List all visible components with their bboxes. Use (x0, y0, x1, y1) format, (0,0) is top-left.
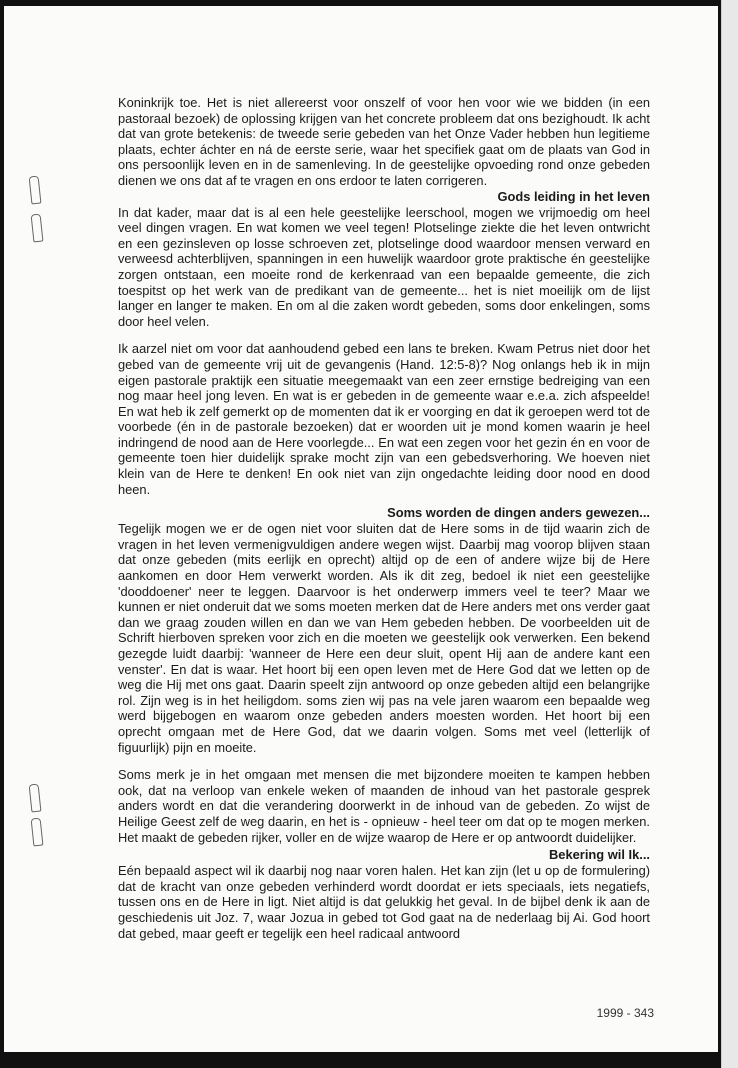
binder-clip-icon (29, 784, 42, 813)
binder-clip-icon (31, 214, 44, 243)
document-page (4, 6, 718, 1052)
paragraph: Ik aarzel niet om voor dat aanhoudend gebed een lans te breken. Kwam Petrus niet door het gebed van de gemeente vrij uit de gevangenis (Hand. 12:5-8)? Nog onlangs heb ik in mijn eigen pastorale praktijk een situatie meegemaakt van een zeer ernstige bedreiging van een nog maar heel jong leven. En wat is er gebeden in de gemeente waar e.e.a. zich afspeelde! En wat heb ik zelf gemerkt op de momenten dat ik er voorging en dat ik geroepen werd tot de voorbede (én in de pastorale bezoeken) dat er woorden uit je mond komen waarin je heel indringend de nood aan de Here voorlegde... En wat een zegen voor het gezin én en voor de gemeente toen hier duidelijk sprake mocht zijn van een gebedsverhoring. We hoeven niet klein van de Here te denken! En ook niet van zijn ongedachte leiding door nood en dood heen. (118, 341, 650, 497)
intro-paragraph: Koninkrijk toe. Het is niet allereerst voor onszelf of voor hen voor wie we bidden (in een pastoraal bezoek) de oplossing krijgen van het concrete probleem dat ons bezighoudt. Ik acht dat van grote betekenis: de tweede serie gebeden van het Onze Vader hebben hun legitieme plaats, echter áchter en ná de eerste serie, waar het specifiek gaat om de plaats van God in ons persoonlijk leven en in de samenleving. In de geestelijke opvoeding rond onze gebeden dienen we ons dat af te vragen en ons erdoor te laten corrigeren. (118, 95, 650, 188)
binder-clip-icon (31, 818, 44, 847)
page-edge (721, 0, 738, 1068)
section-heading-gods-leiding: Gods leiding in het leven (497, 188, 650, 204)
paragraph: In dat kader, maar dat is al een hele geestelijke leerschool, mogen we vrijmoedig om heel veel dingen vragen. En wat komen we veel tegen! Plotselinge ziekte die het leven ontwricht en een gezinsleven op losse schroeven zet, plotselinge dood waardoor mensen verward en verweesd achterblijven, spanningen in een huwelijk waardoor grote praktische én geestelijke zorgen ontstaan, een moeite rond de kerkenraad van een bepaalde gemeente, die zich toespitst op het werk van de predikant van de gemeente... het is niet moeilijk om de lijst langer en langer te maken. En om al die zaken wordt gebeden, soms door enkelingen, soms door heel velen. (118, 204, 650, 329)
page-number: 1999 - 343 (596, 1006, 654, 1020)
binder-clip-icon (29, 176, 42, 205)
paragraph: Soms merk je in het omgaan met mensen die met bijzondere moeiten te kampen hebben ook, dat na verloop van enkele weken of maanden de inhoud van het pastorale gesprek anders wordt en dat die verandering doorwerkt in de inhoud van de gebeden. Zo wijst de Heilige Geest zelf de weg daarin, en het is - opnieuw - heel teer om dat op te mogen merken. Het maakt de gebeden rijker, voller en de wijze waarop de Here er op antwoordt duidelijker. (118, 767, 650, 845)
section-heading-soms-worden: Soms worden de dingen anders gewezen... (387, 505, 650, 521)
article-body (118, 95, 650, 941)
section-heading-bekering: Bekering wil Ik... (548, 847, 650, 863)
paragraph: Tegelijk mogen we er de ogen niet voor sluiten dat de Here soms in de tijd waarin zich de vragen in het leven vermenigvuldigen andere wegen wijst. Daarbij mag voorop blijven staan dat onze gebeden (mits eerlijk en oprecht) altijd op de een of andere wijze bij de Here aankomen en door Hem verwerkt worden. Als ik dit zeg, bedoel ik niet een geestelijke 'dooddoener' neer te leggen. Daarvoor is het onderwerp immers veel te teer? Maar we kunnen er niet onderuit dat we soms moeten merken dat de Here anders met ons verder gaat dan we graag zouden willen en dan we van Hem gebeden hebben. De voorbeelden uit de Schrift hierboven spreken voor zich en die moeten we geestelijk ook verwerken. Een bekend gezegde luidt daarbij: 'wanneer de Here een deur sluit, opent Hij aan de andere kant een venster'. En dat is waar. Het hoort bij een open leven met de Here God dat we letten op de weg die Hij met ons gaat. Daarin speelt zijn antwoord op onze gebeden altijd een belangrijke rol. Zijn weg is in het heiligdom. soms zien wij pas na vele jaren waarom een bepaalde weg werd bijgebogen en waarom onze gebeden anders moesten worden. Het hoort bij een oprecht omgaan met de Here God, dat we daarin volgen. Soms met veel (letterlijk of figuurlijk) pijn en moeite. (118, 521, 650, 755)
paragraph: Eén bepaald aspect wil ik daarbij nog naar voren halen. Het kan zijn (let u op de formulering) dat de kracht van onze gebeden verhinderd wordt doordat er iets speciaals, iets negatiefs, tussen ons en de Here in ligt. Niet altijd is dat gelukkig het geval. In de bijbel denk ik aan de geschiedenis uit Joz. 7, waar Jozua in gebed tot God gaat na de nederlaag bij Ai. God hoort dat gebed, maar geeft er tegelijk een heel radicaal antwoord (118, 863, 650, 941)
